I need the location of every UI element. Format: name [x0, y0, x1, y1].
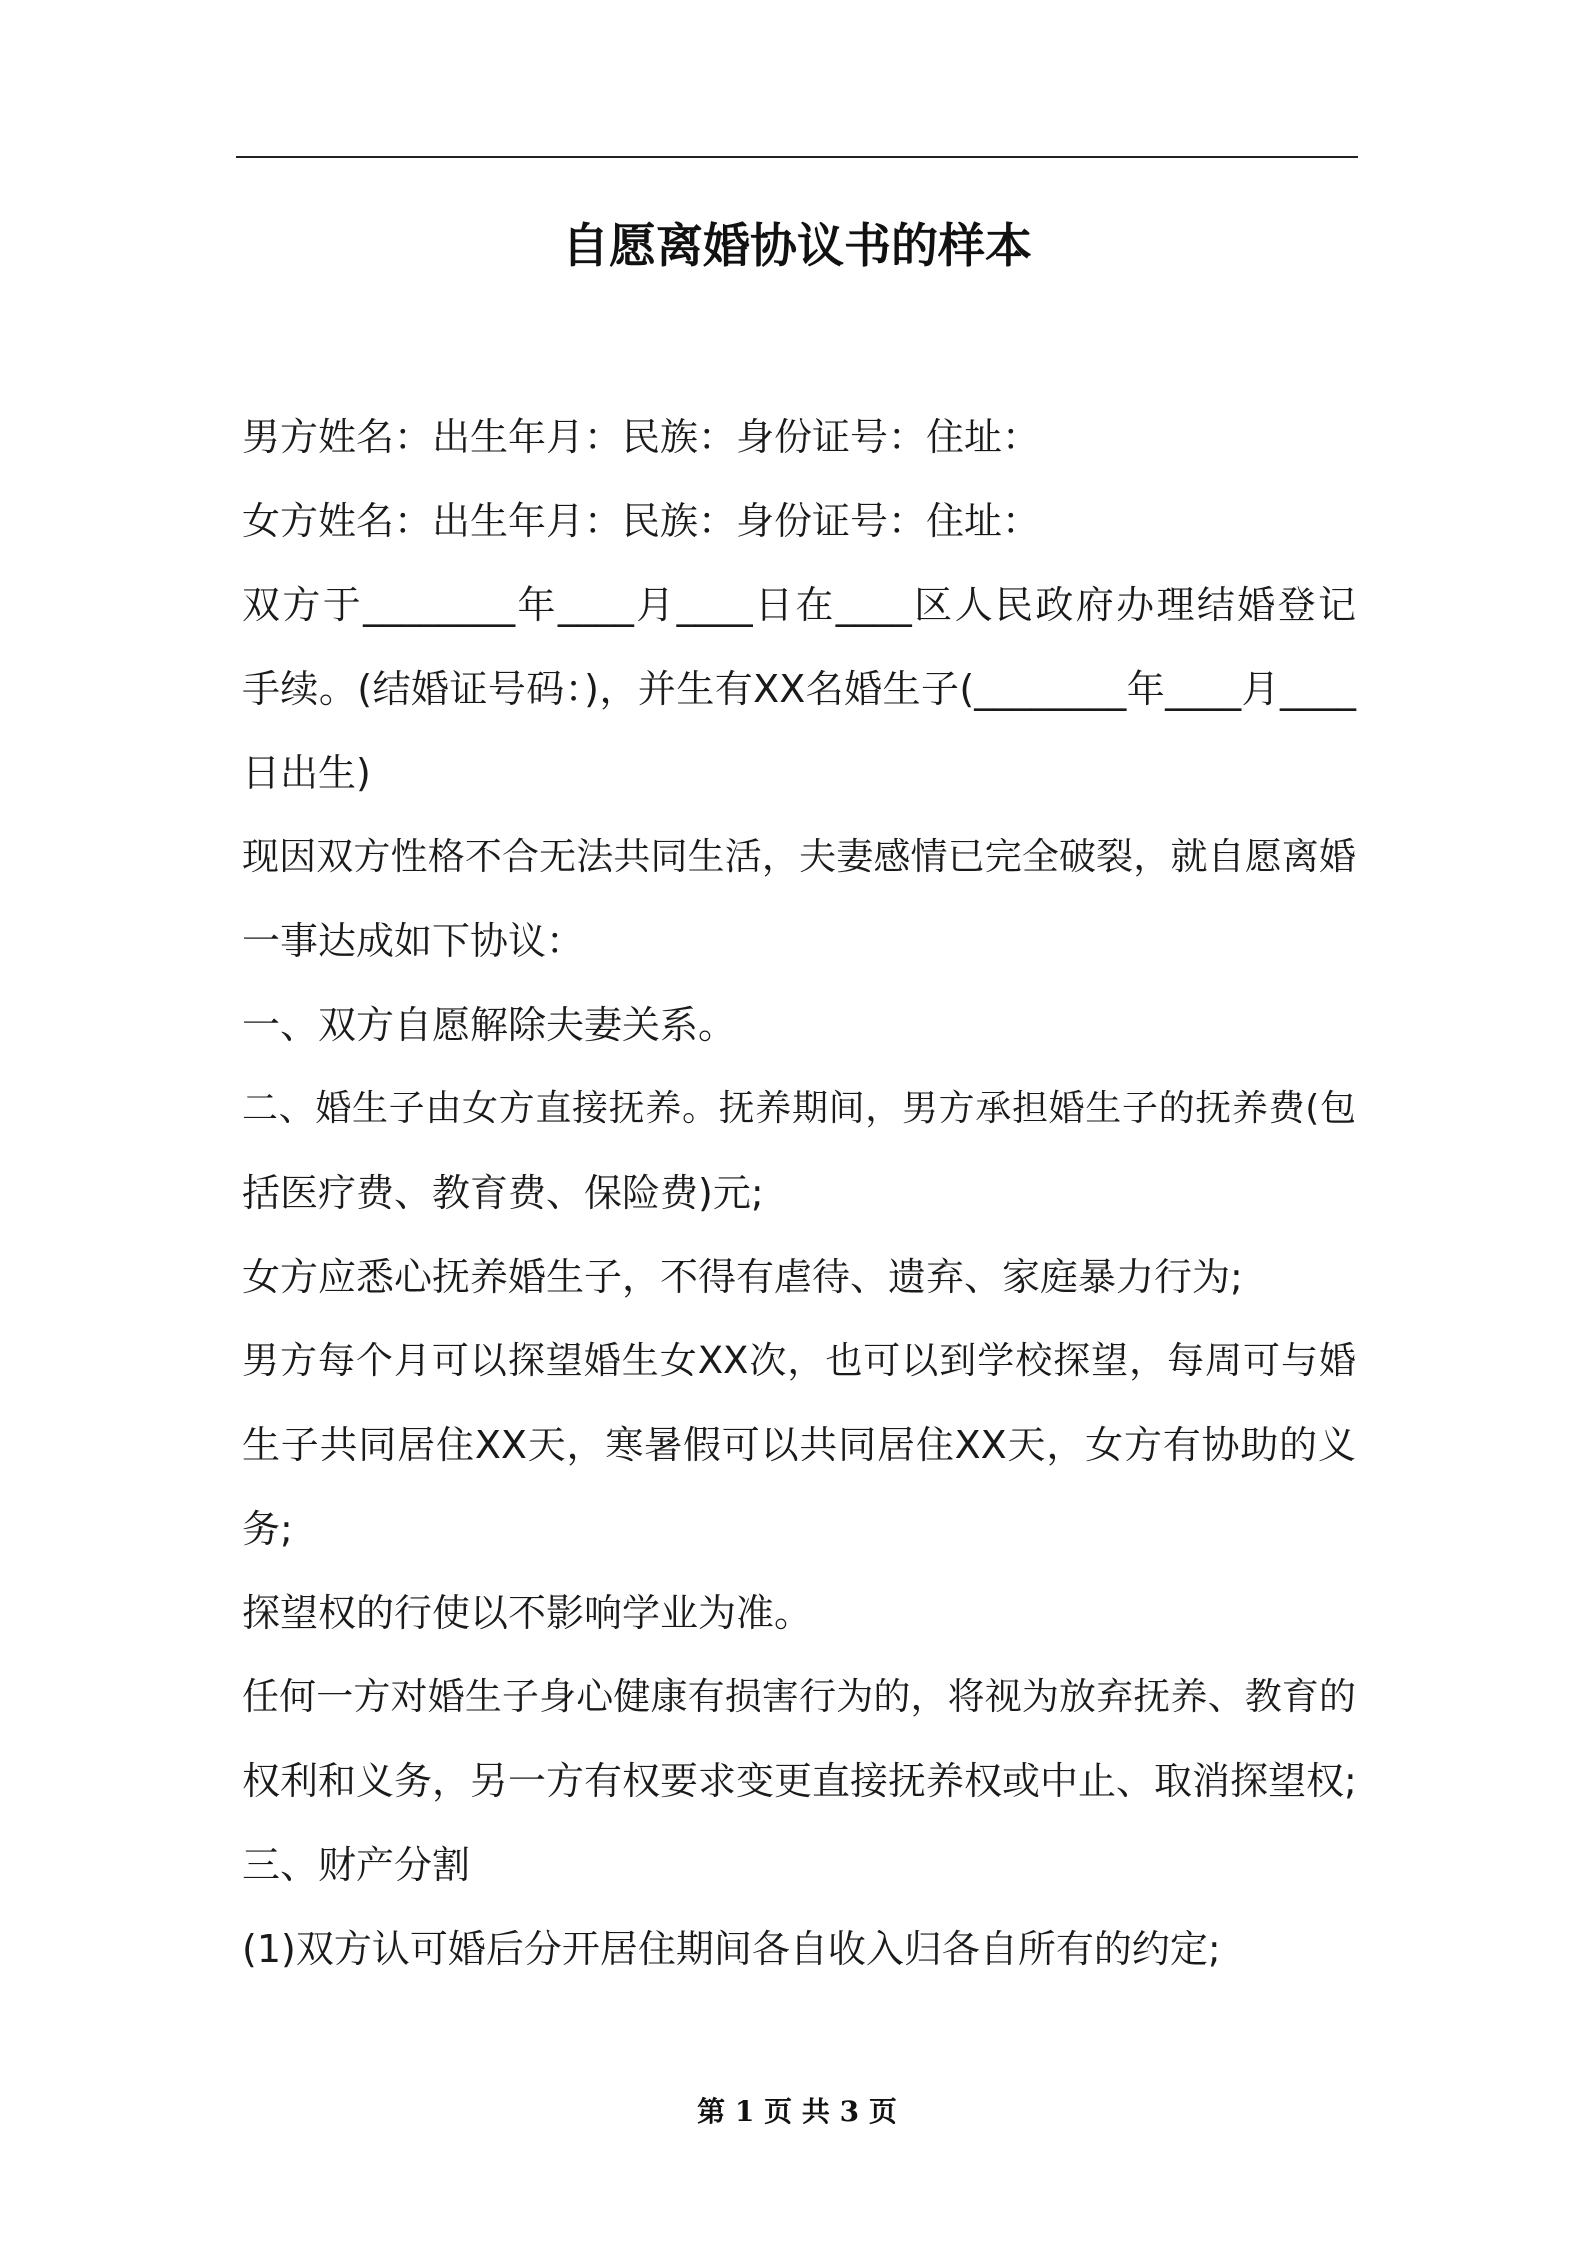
- paragraph-line: 日出生): [242, 751, 371, 795]
- paragraph-line: 生子共同居住XX天，寒暑假可以共同居住XX天，女方有协助的义: [242, 1423, 1356, 1467]
- paragraph-line: 男方每个月可以探望婚生女XX次，也可以到学校探望，每周可与婚: [242, 1339, 1356, 1382]
- paragraph-line: 权利和义务，另一方有权要求变更直接抚养权或中止、取消探望权;: [242, 1759, 1357, 1803]
- paragraph-line: 现因双方性格不合无法共同生活，夫妻感情已完全破裂，就自愿离婚: [242, 835, 1356, 878]
- paragraph-line: 探望权的行使以不影响学业为准。: [242, 1591, 813, 1635]
- paragraph-line: 务;: [242, 1507, 293, 1551]
- paragraph-line: 手续。(结婚证号码：)，并生有XX名婚生子(________年____月____: [242, 667, 1356, 711]
- section-heading-3: 三、财产分割: [242, 1843, 471, 1887]
- section-heading-1: 一、双方自愿解除夫妻关系。: [242, 1003, 737, 1047]
- document-body: [242, 395, 1356, 1991]
- paragraph-line: 一事达成如下协议：: [242, 919, 585, 963]
- paragraph-line: (1)双方认可婚后分开居住期间各自收入归各自所有的约定;: [242, 1927, 1221, 1971]
- paragraph-line: 双方于________年____月____日在____区人民政府办理结婚登记: [242, 583, 1356, 627]
- document-title: 自愿离婚协议书的样本: [562, 219, 1032, 274]
- page-footer: [236, 2092, 1358, 2132]
- paragraph-line: 任何一方对婚生子身心健康有损害行为的，将视为放弃抚养、教育的: [242, 1675, 1356, 1718]
- section-heading-2: 二、婚生子由女方直接抚养。抚养期间，男方承担婚生子的抚养费(包: [242, 1088, 1356, 1129]
- paragraph-line-female-info: 女方姓名：出生年月：民族：身份证号：住址：: [242, 499, 1041, 543]
- paragraph-line-male-info: 男方姓名：出生年月：民族：身份证号：住址：: [242, 415, 1041, 459]
- header-rule: [236, 156, 1358, 158]
- paragraph-line: 括医疗费、教育费、保险费)元;: [242, 1171, 764, 1215]
- paragraph-line: 女方应悉心抚养婚生子，不得有虐待、遗弃、家庭暴力行为;: [242, 1255, 1243, 1299]
- page-number-label: 第 1 页 共 3 页: [697, 2095, 897, 2128]
